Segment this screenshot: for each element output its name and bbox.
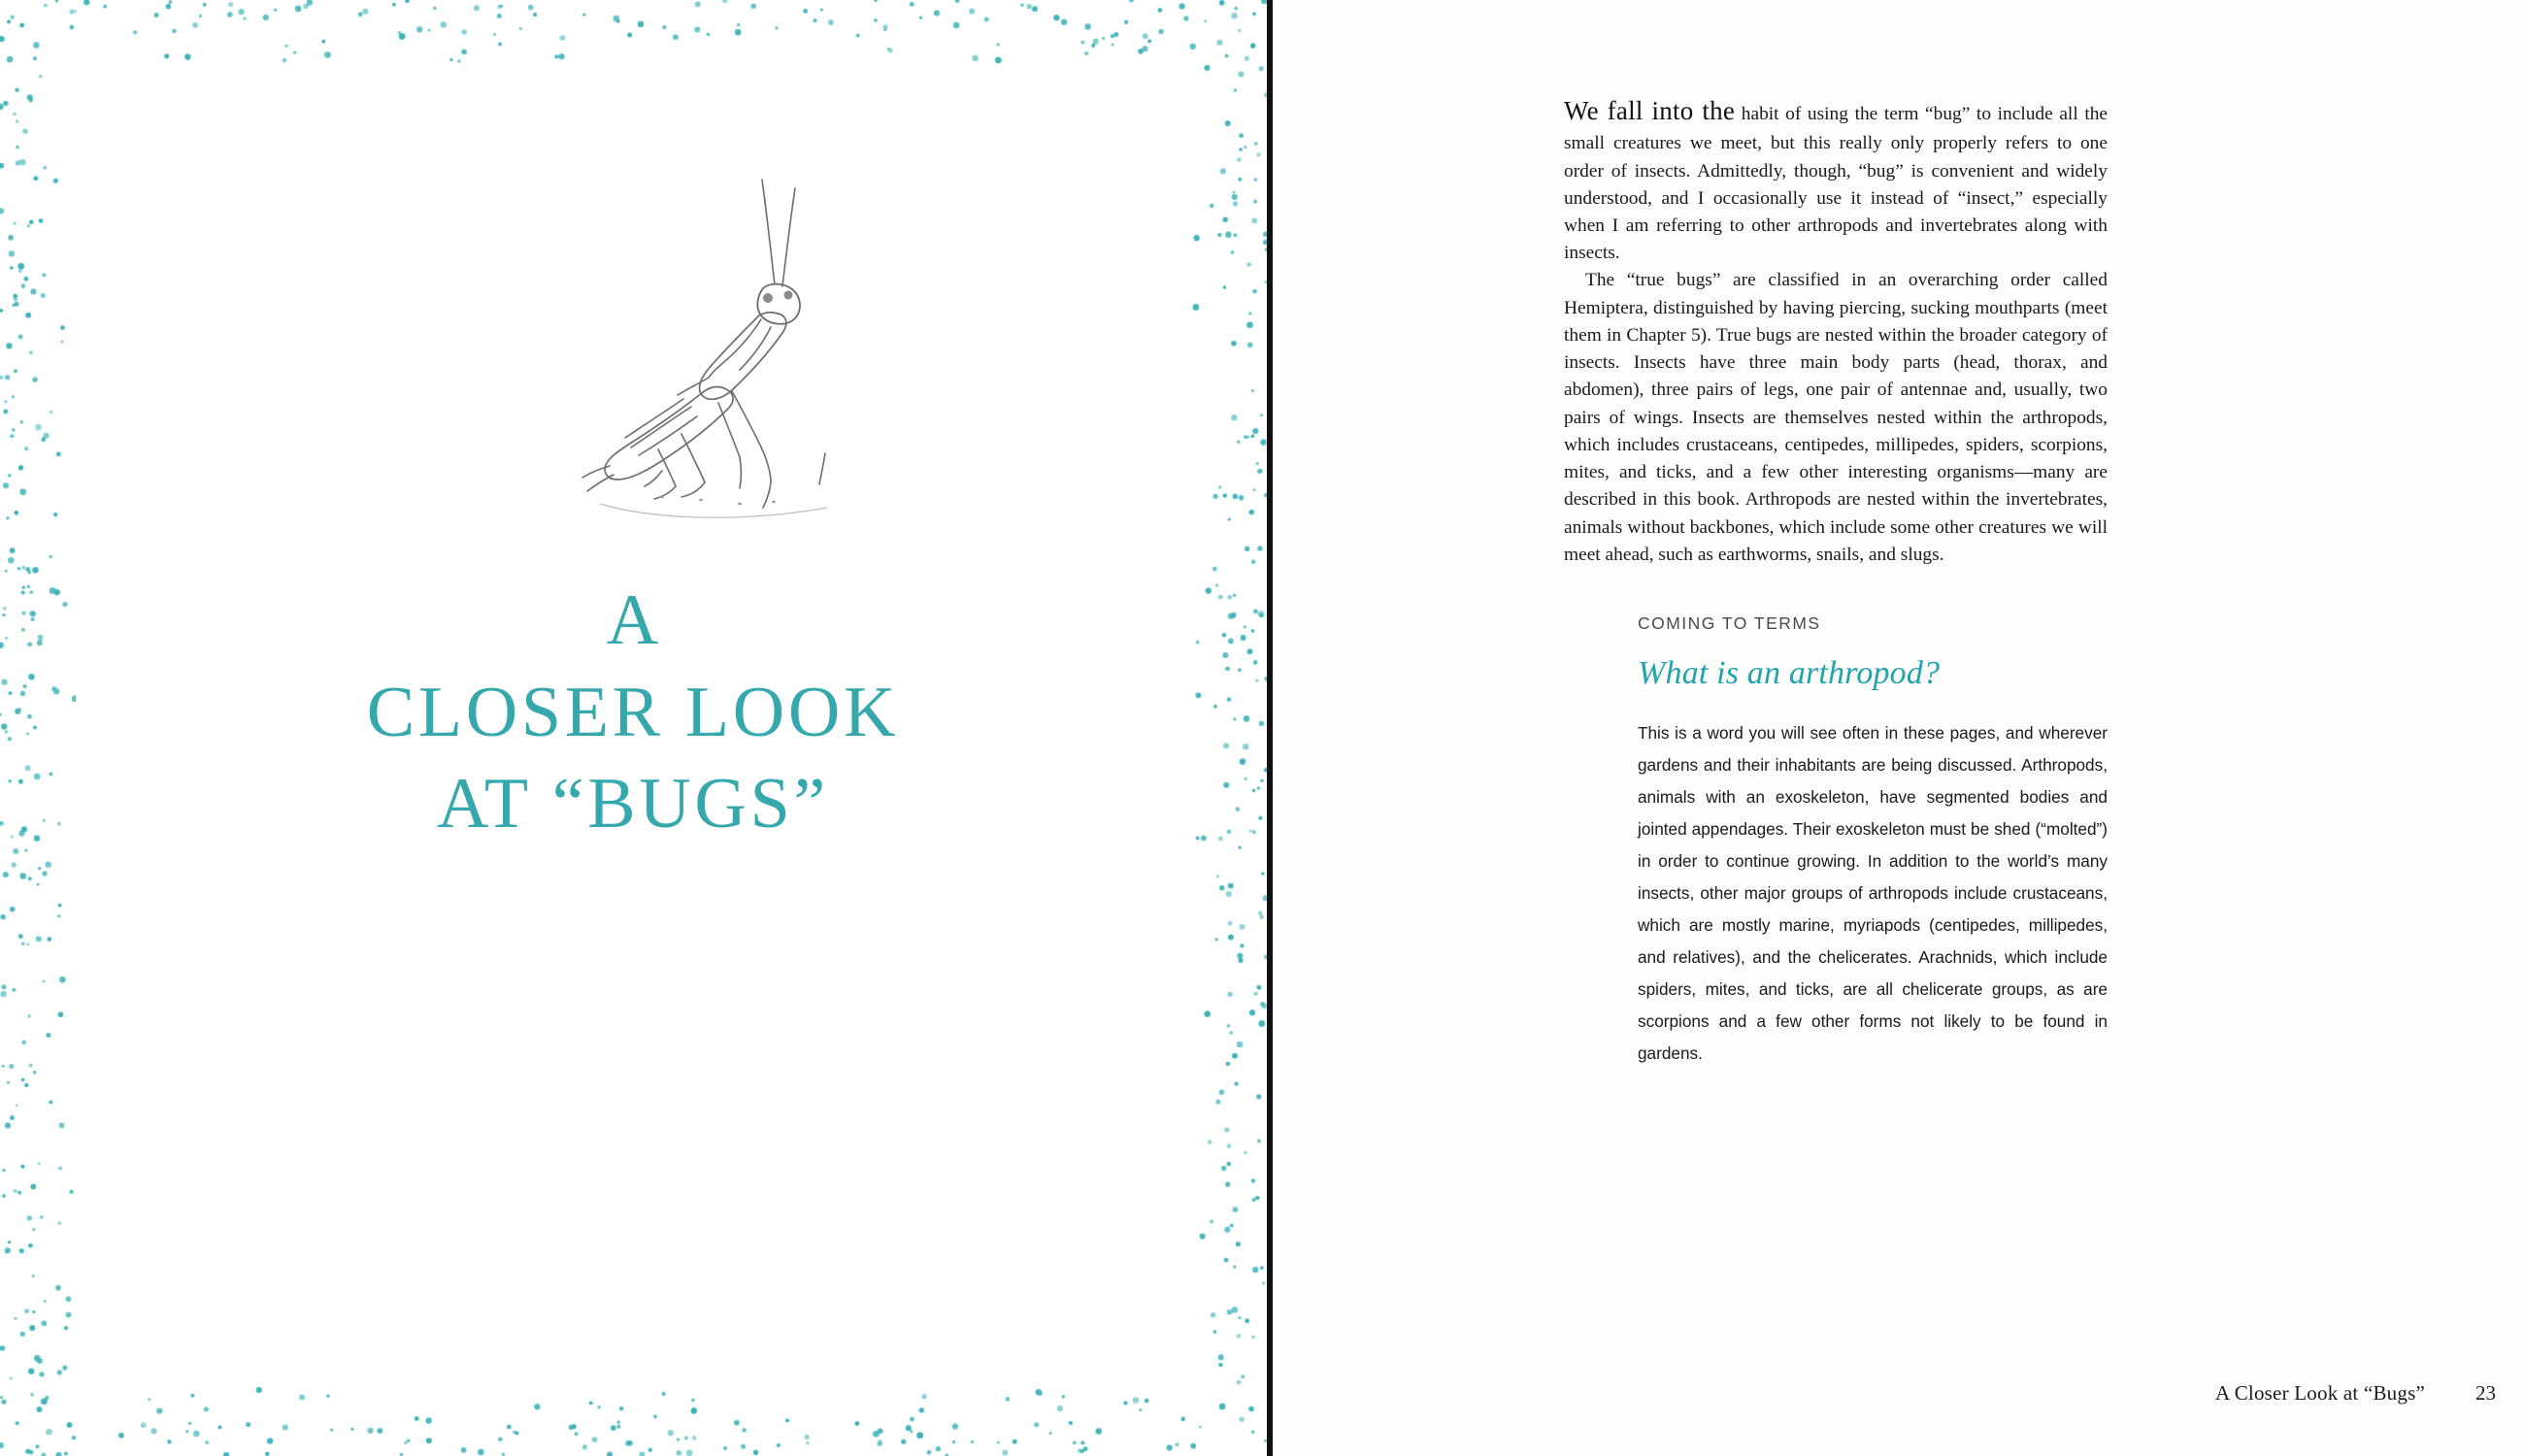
body-paragraph-1 [1564,92,2108,267]
praying-mantis-illustration [361,157,905,575]
page-number: 23 [2475,1381,2496,1405]
paragraph-1-text: habit of using the term “bug” to include all the small creatures we meet, but this really only properly refers to one order of insects. Admittedly, though, “bug” is convenient and widely understood, and I occasionally use it instead of “insect,” especially when I am referring to other arthropods and invertebrates along with insects. [1564,104,2109,264]
right-page [1273,0,2524,1456]
body-paragraph-2: The “true bugs” are classified in an overarching order called Hemiptera, distinguished by having piercing, sucking mouthparts (meet them in Chapter 5). True bugs are nested within the broader category of insects. Insects have three main body parts (head, thorax, and abdomen), three pairs of legs, one pair of antennae and, usually, two pairs of wings. Insects are themselves nested within the arthropods, which includes crustaceans, centipedes, millipedes, spiders, scorpions, mites, and ticks, and a few other interesting organisms—many are described in this book. Arthropods are nested within the invertebrates, animals without backbones, which include some other creatures we will meet ahead, such as earthworms, snails, and slugs. [1564,270,2108,565]
sidebar-kicker: COMING TO TERMS [1638,613,1821,634]
chapter-title-line-3: AT “BUGS” [436,764,829,844]
chapter-title [367,575,899,850]
paragraph-lead-in: We fall into the [1564,96,1736,125]
sidebar-body-text: This is a word you will see often in these pages, and wherever gardens and their inhabitants are being discussed. Arthropods, animals with an exoskeleton, have segmented bodies and jointed appendages. Their exoskeleton must be shed (“molted”) in order to continue growing. In addition to the world’s many insects, other major groups of arthropods include crustaceans, which are mostly marine, myriapods (centipedes, millipedes, and relatives), and the chelicerates. Arachnids, which include spiders, mites, and ticks, are all chelicerate groups, as are scorpions and a few other forms not likely to be found in gardens. [1638,723,2108,1064]
page-footer [1564,1381,2496,1406]
chapter-title-line-1: A [606,580,660,660]
chapter-title-line-2: CLOSER LOOK [366,672,900,752]
running-title: A Closer Look at “Bugs” [2215,1381,2425,1405]
sidebar-heading: What is an arthropod? [1638,655,1941,692]
